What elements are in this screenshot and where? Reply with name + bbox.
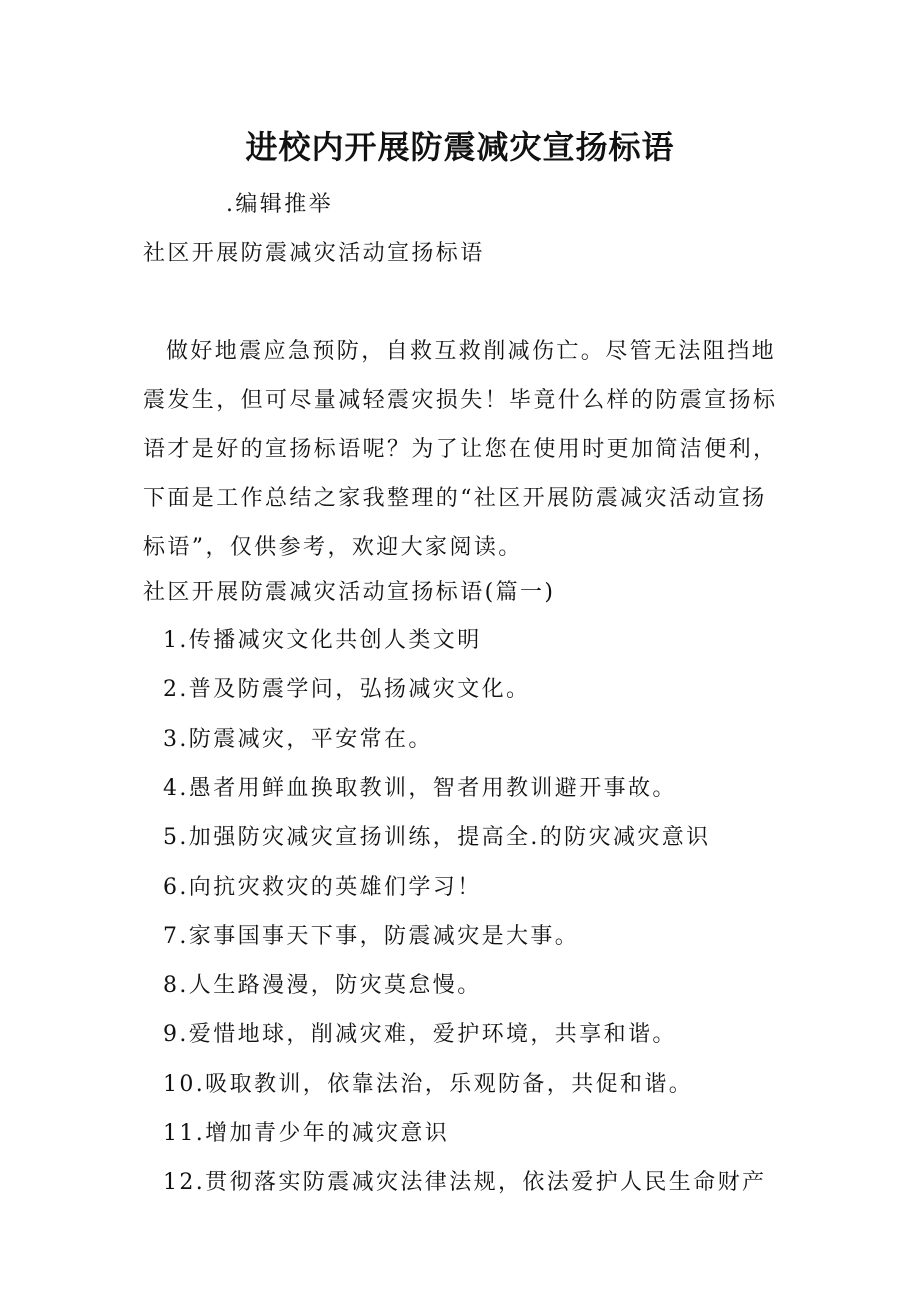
- subtitle: 社区开展防震减灾活动宣扬标语: [143, 241, 485, 266]
- list-item: 5.加强防灾减灾宣扬训练，提高全.的防灾减灾意识: [163, 825, 711, 851]
- intro-line: 震发生，但可尽量减轻震灾损失！毕竟什么样的防震宣扬标: [143, 388, 778, 413]
- intro-line: 下面是工作总结之家我整理的“社区开展防震减灾活动宣扬: [143, 486, 767, 511]
- intro-line: 语才是好的宣扬标语呢？为了让您在使用时更加简洁便利，: [143, 437, 778, 462]
- list-item: 11.增加青少年的减灾意识: [163, 1121, 450, 1146]
- intro-line: 做好地震应急预防，自救互救削减伤亡。尽管无法阻挡地: [166, 339, 777, 364]
- list-item: 12.贯彻落实防震减灾法律法规，依法爱护人民生命财产: [163, 1170, 767, 1196]
- section-heading: 社区开展防震减灾活动宣扬标语(篇一): [143, 580, 556, 605]
- list-item: 4.愚者用鲜血换取教训，智者用教训避开事故。: [163, 775, 677, 801]
- document-title: 进校内开展防震减灾宣扬标语: [245, 128, 675, 166]
- list-item: 8.人生路漫漫，防灾莫怠慢。: [163, 973, 482, 999]
- list-item: 9.爱惜地球，削减灾难，爱护环境，共享和谐。: [163, 1022, 677, 1048]
- list-item: 6.向抗灾救灾的英雄们学习！: [163, 874, 482, 900]
- list-item: 10.吸取教训，依靠法治，乐观防备，共促和谐。: [163, 1071, 694, 1097]
- intro-line: 标语”，仅供参考，欢迎大家阅读。: [143, 535, 523, 560]
- list-item: 3.防震减灾，平安常在。: [163, 726, 433, 752]
- list-item: 7.家事国事天下事，防震减灾是大事。: [163, 923, 580, 949]
- list-item: 1.传播减灾文化共创人类文明: [163, 628, 482, 653]
- list-item: 2.普及防震学问，弘扬减灾文化。: [163, 677, 531, 703]
- editor-note: .编辑推举: [226, 192, 333, 217]
